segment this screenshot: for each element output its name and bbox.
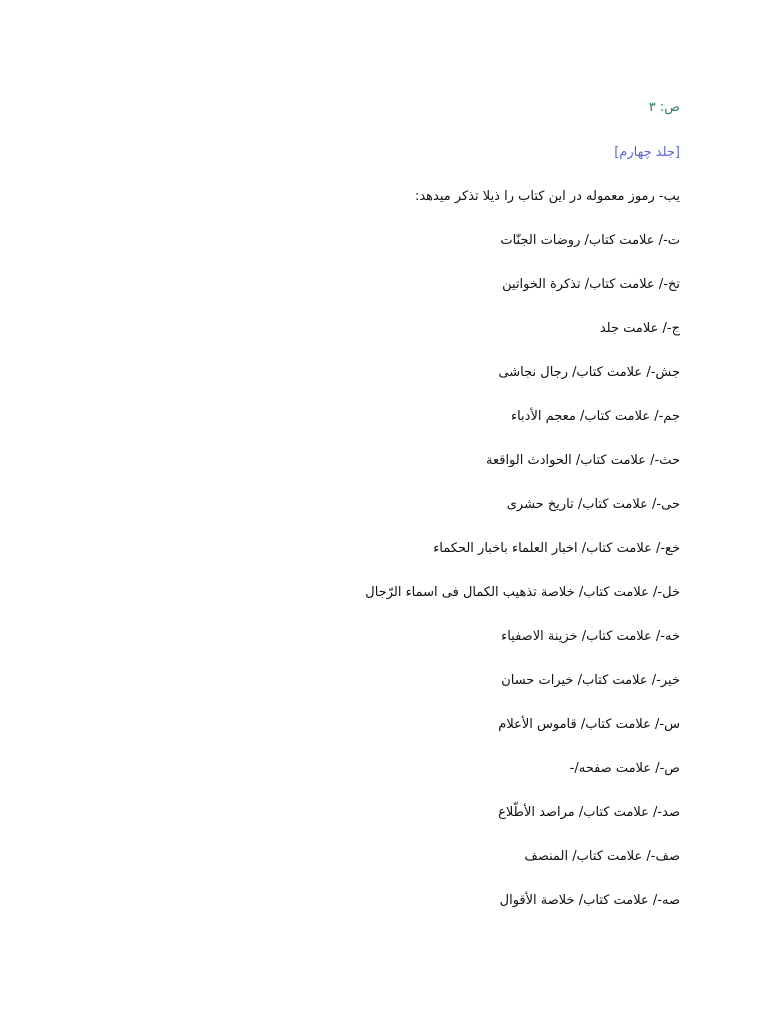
abbreviation-entry: خه-/ علامت کتاب/ خزینة الاصفیاء (501, 629, 680, 644)
abbreviation-entry: حث-/ علامت کتاب/ الحوادث الواقعة (485, 453, 680, 468)
abbreviation-entry: صف-/ علامت کتاب/ المنصف (524, 849, 680, 864)
intro-line: یب- رموز معموله در این کتاب را ذیلا تذکر میدهد: (414, 189, 680, 204)
abbreviation-entry: صه-/ علامت کتاب/ خلاصة الأقوال (499, 893, 680, 908)
abbreviation-entry: ص-/ علامت صفحه/- (569, 761, 680, 776)
abbreviation-entry: س-/ علامت کتاب/ قاموس الأعلام (498, 717, 680, 732)
abbreviation-entry: خل-/ علامت کتاب/ خلاصة تذهیب الکمال فی اسماء الرّجال (365, 585, 680, 600)
volume-label[interactable]: [جلد چهارم] (614, 145, 680, 160)
abbreviation-entry: ت-/ علامت کتاب/ روضات الجنّات (500, 233, 680, 248)
abbreviation-entry: ج-/ علامت جلد (599, 321, 680, 336)
page-number: ص: ۳ (648, 100, 680, 115)
abbreviation-entry: حی-/ علامت کتاب/ تاریخ حشری (506, 497, 680, 512)
abbreviation-entry: خیر-/ علامت کتاب/ خیرات حسان (501, 673, 680, 688)
abbreviation-entry: جش-/ علامت کتاب/ رجال نجاشی (498, 365, 680, 380)
abbreviation-entry: صد-/ علامت کتاب/ مراصد الأطّلاع (498, 805, 680, 820)
abbreviation-entry: خع-/ علامت کتاب/ اخبار العلماء باخبار الحکماء (433, 541, 680, 556)
abbreviation-entry: جم-/ علامت کتاب/ معجم الأدباء (510, 409, 680, 424)
abbreviation-entry: تخ-/ علامت کتاب/ تذکرة الخواتین (502, 277, 680, 292)
